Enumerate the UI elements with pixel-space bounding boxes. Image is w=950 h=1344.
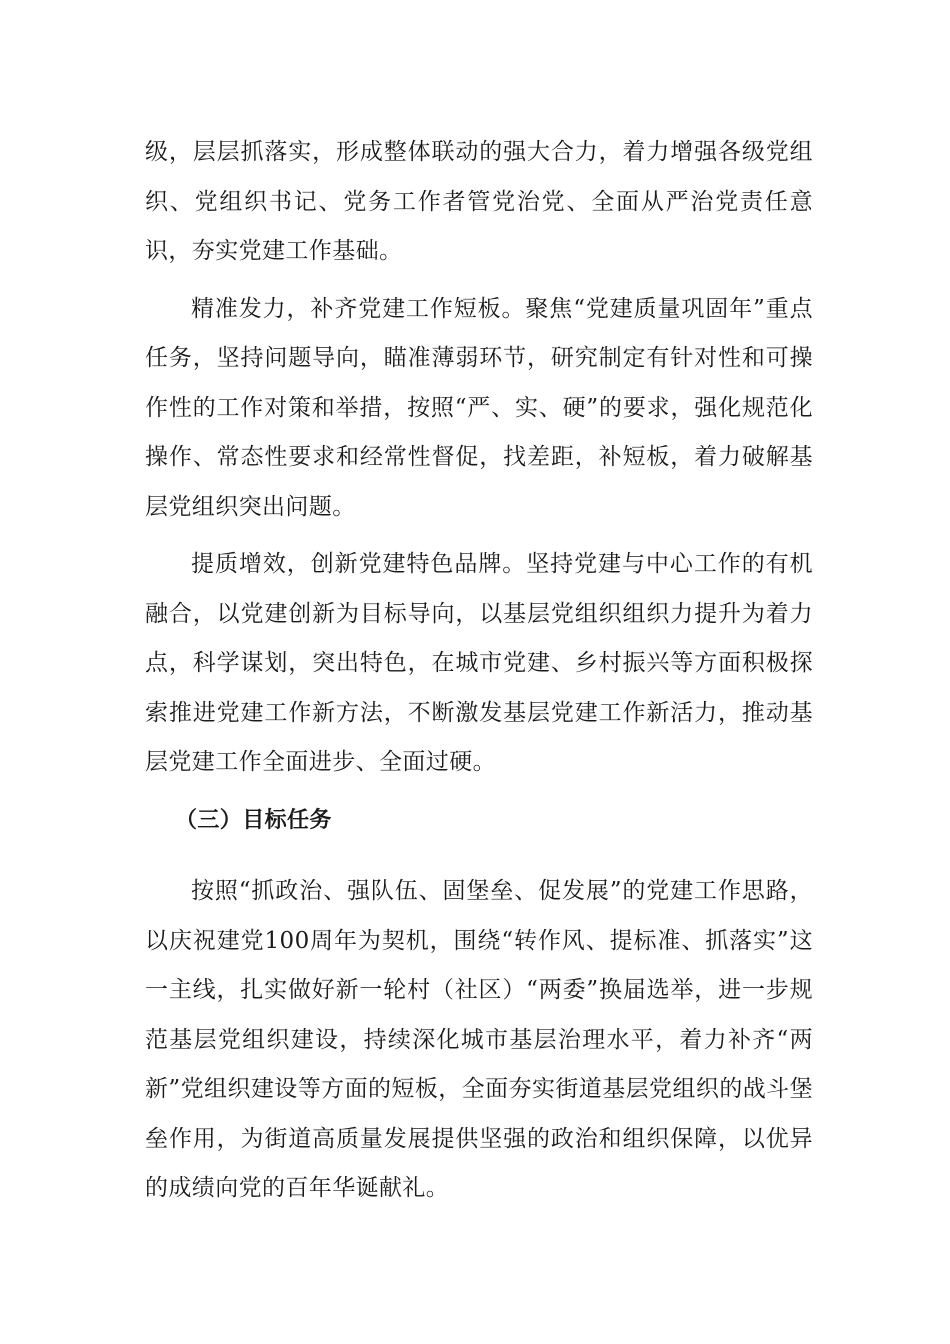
- paragraph-precise-effort: 精准发力，补齐党建工作短板。聚焦“党建质量巩固年”重点任务，坚持问题导向，瞄准薄弱环节，研究制定有针对性和可操作性的工作对策和举措，按照“严、实、硬”的要求，强化规范化操作、常态性要求和经常性督促，找差距，补短板，着力破解基层党组织突出问题。: [145, 295, 813, 520]
- paragraph-target-tasks: 按照“抓政治、强队伍、固堡垒、促发展”的党建工作思路，以庆祝建党100周年为契机，围绕“转作风、提标准、抓落实”这一主线，扎实做好新一轮村（社区）“两委”换届选举，进一步规范基层党组织建设，持续深化城市基层治理水平，着力补齐“两新”党组织建设等方面的短板，全面夯实街道基层党组织的战斗堡垒作用，为街道高质量发展提供坚强的政治和组织保障，以优异的成绩向党的百年华诞献礼。: [145, 878, 813, 1201]
- section-heading: （三）目标任务: [175, 807, 332, 833]
- document-body: [145, 128, 813, 1214]
- paragraph-quality-efficiency: 提质增效，创新党建特色品牌。坚持党建与中心工作的有机融合，以党建创新为目标导向，以基层党组织组织力提升为着力点，科学谋划，突出特色，在城市党建、乡村振兴等方面积极探索推进党建工作新方法，不断激发基层党建工作新活力，推动基层党建工作全面进步、全面过硬。: [145, 551, 813, 775]
- paragraph-continued: 级，层层抓落实，形成整体联动的强大合力，着力增强各级党组织、党组织书记、党务工作者管党治党、全面从严治党责任意识，夯实党建工作基础。: [145, 139, 813, 264]
